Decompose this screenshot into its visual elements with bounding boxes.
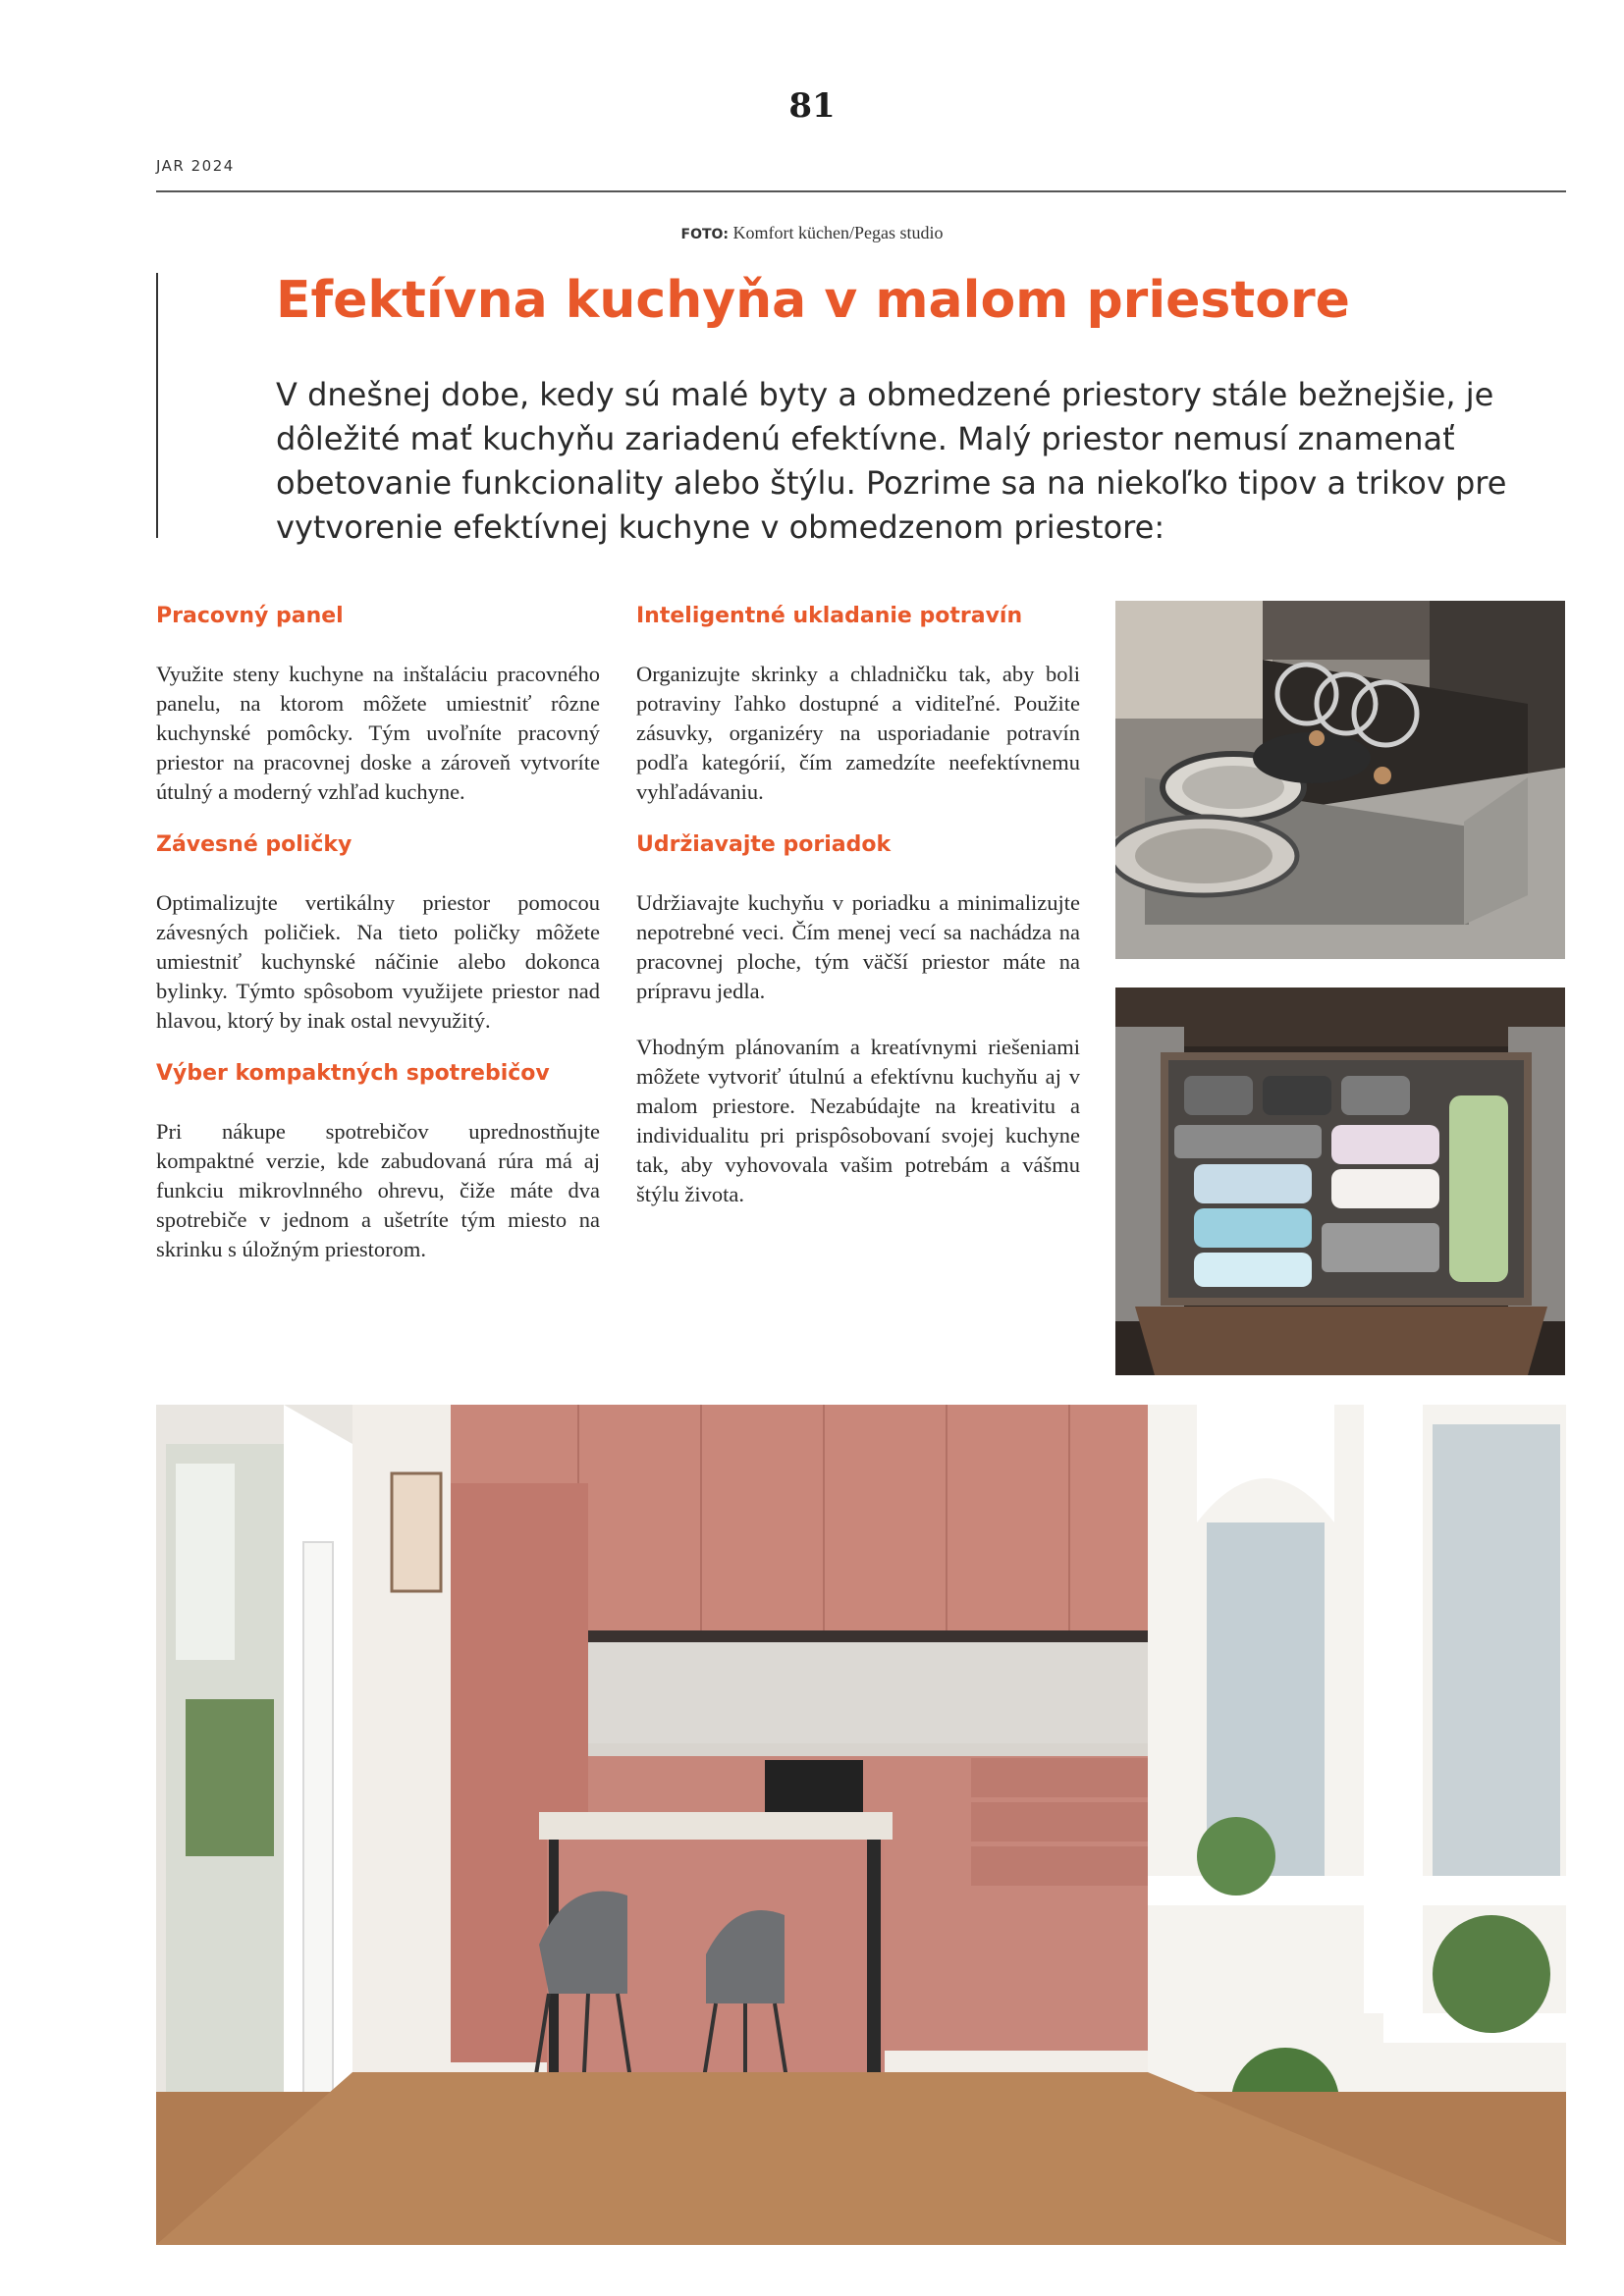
section-text: Organizujte skrinky a chladničku tak, aby boli potraviny ľahko dostupné a viditeľné. Použite zásuvky, organizéry na usporiadanie potravín podľa kategórií, čím zamedzíte neefektívnemu vyhľadávaniu. — [636, 662, 1080, 804]
section-text: Udržiavajte kuchyňu v poriadku a minimalizujte nepotrebné veci. Čím menej vecí sa nachádza na pracovnej ploche, tým väčší priestor máte na prípravu jedla. — [636, 890, 1080, 1003]
issue-label: JAR 2024 — [156, 157, 235, 175]
section-heading: Pracovný panel — [156, 604, 344, 628]
section-text: Pri nákupe spotrebičov uprednostňujte kompaktné verzie, kde zabudovaná rúra má aj funkciu mikrovlnného ohrevu, čiže máte dva spotrebiče v jednom a ušetríte tým miesto na skrinku s úložným priestorom. — [156, 1119, 600, 1261]
section-text: Vhodným plánovaním a kreatívnymi riešeniami môžete vytvoriť útulnú a efektívnu kuchyňu aj v malom priestore. Nezabúdajte na kreativitu a individualitu pri prispôsobovaní svojej kuchyne tak, aby vyhovovala vašim potrebám a vášmu štýlu života. — [636, 1035, 1080, 1206]
photo-pink-kitchen — [156, 1405, 1566, 2245]
photo-food-drawer — [1115, 988, 1565, 1375]
text-column-left — [156, 604, 600, 1290]
photo-credit — [0, 223, 1624, 243]
lead-vertical-rule — [156, 273, 158, 538]
text-column-middle — [636, 604, 1080, 1235]
section-heading: Závesné poličky — [156, 832, 352, 857]
photo-credit-text: Komfort küchen/Pegas studio — [729, 223, 944, 242]
section-text: Využite steny kuchyne na inštaláciu pracovného panelu, na ktorom môžete umiestniť rôzne kuchynské pomôcky. Tým uvoľníte pracovný priestor na pracovnej doske a zároveň vytvoríte útulný a moderný vzhľad kuchyne. — [156, 662, 600, 804]
section-heading: Inteligentné ukladanie potravín — [636, 604, 1023, 628]
section-heading: Udržiavajte poriadok — [636, 832, 892, 857]
page-number: 81 — [788, 86, 836, 126]
photo-credit-label: FOTO: — [680, 227, 730, 242]
article-lead: V dnešnej dobe, kedy sú malé byty a obmedzené priestory stále bežnejšie, je dôležité mať kuchyňu zariadenú efektívne. Malý priestor nemusí znamenať obetovanie funkcionality alebo štýlu. Pozrime sa na niekoľko tipov a trikov pre vytvorenie efektívnej kuchyne v obmedzenom priestore: — [276, 376, 1507, 546]
article-title: Efektívna kuchyňa v malom priestore — [276, 271, 1350, 330]
header-rule — [156, 190, 1566, 192]
photo-pots-drawer — [1115, 601, 1565, 959]
section-heading: Výber kompaktných spotrebičov — [156, 1061, 550, 1086]
section-text: Optimalizujte vertikálny priestor pomocou závesných poličiek. Na tieto poličky môžete umiestniť kuchynské náčinie alebo dokonca bylinky. Týmto spôsobom využijete priestor nad hlavou, ktorý by inak ostal nevyužitý. — [156, 890, 600, 1033]
